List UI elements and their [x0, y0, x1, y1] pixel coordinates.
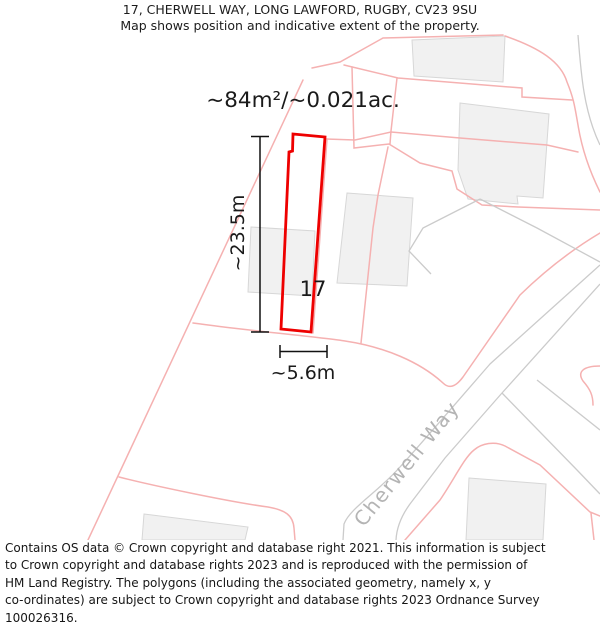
width-dimension-label: ~5.6m — [270, 362, 336, 384]
area-label: ~84m²/~0.021ac. — [206, 88, 400, 113]
building-bottom-center — [142, 514, 248, 540]
copyright-footer — [5, 540, 600, 625]
footer-line: 100026316. — [5, 610, 78, 625]
building-upper-right — [458, 103, 549, 204]
footer-line: to Crown copyright and database rights 2023 and is reproduced with the permission of — [5, 558, 528, 573]
header-address: 17, CHERWELL WAY, LONG LAWFORD, RUGBY, CV23 9SU — [122, 2, 478, 17]
footer-line: HM Land Registry. The polygons (including the associated geometry, namely x, y — [5, 575, 492, 590]
road-edge-top-right — [578, 35, 600, 145]
footer-line: co-ordinates) are subject to Crown copyright and database rights 2023 Ordnance Survey — [5, 593, 540, 608]
road-edge-branch-lower — [502, 393, 600, 494]
height-dimension-label: ~23.5m — [227, 194, 249, 272]
building-right-of-plot — [337, 193, 413, 286]
footer-line: Contains OS data © Crown copyright and database right 2021. This information is subject — [5, 541, 546, 555]
building-bottom-right — [466, 478, 546, 540]
road-name-label: Cherwell Way — [348, 396, 465, 531]
parcel-line-long-diagonal — [88, 80, 303, 540]
parcel-line-right-squiggle — [581, 366, 600, 405]
parcel-line-bottom-right-fork — [591, 513, 594, 540]
building-top-center — [412, 36, 505, 82]
plot-number-label: 17 — [299, 277, 327, 301]
road-edge-junction-left — [409, 199, 480, 274]
road-edge-branch-upper — [537, 380, 600, 430]
header-subtitle: Map shows position and indicative extent of the property. — [120, 17, 480, 33]
